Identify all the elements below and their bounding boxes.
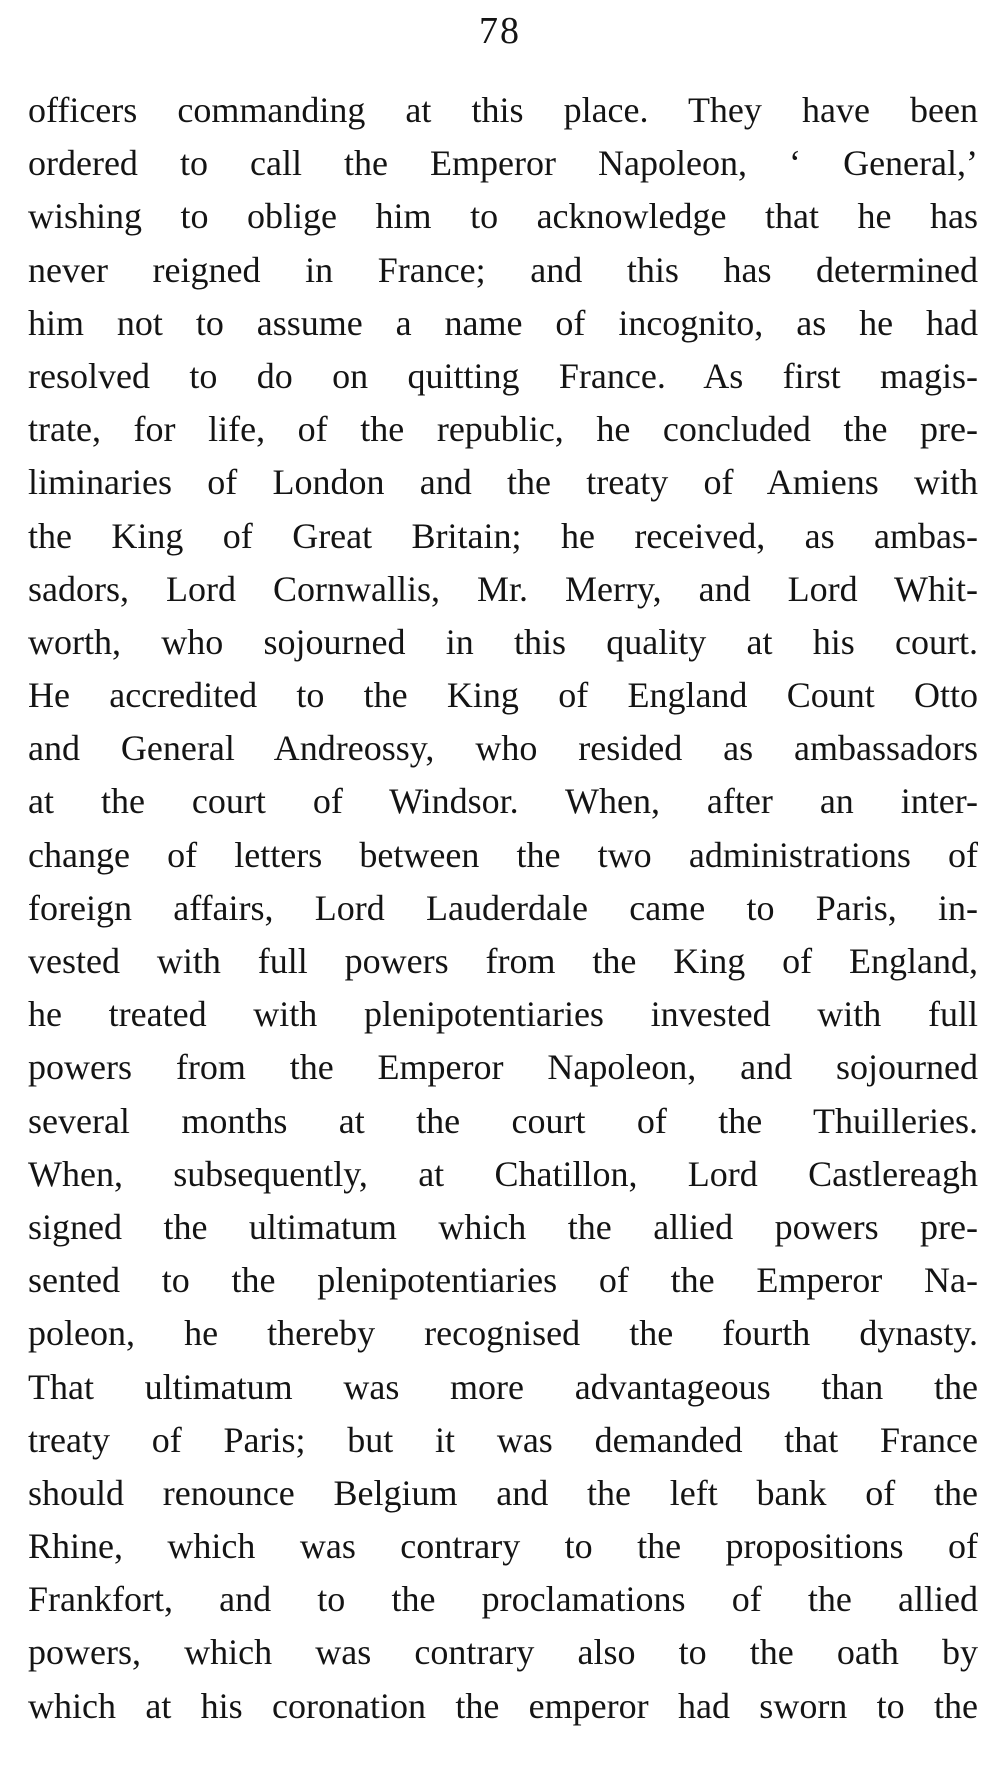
- text-line: Rhine, which was contrary to the propositions of: [28, 1526, 978, 1567]
- text-line: should renounce Belgium and the left bank of the: [28, 1472, 978, 1513]
- text-line: foreign affairs, Lord Lauderdale came to Paris, in-: [28, 887, 978, 928]
- text-line: sadors, Lord Cornwallis, Mr. Merry, and Lord Whit-: [28, 568, 978, 609]
- text-line: ordered to call the Emperor Napoleon, ‘ General,’: [28, 143, 978, 184]
- text-line: at the court of Windsor. When, after an inter-: [28, 781, 978, 822]
- text-line: he treated with plenipotentiaries invested with full: [28, 994, 978, 1035]
- text-line: worth, who sojourned in this quality at his court.: [28, 621, 978, 662]
- text-line: powers from the Emperor Napoleon, and sojourned: [28, 1047, 978, 1088]
- text-line: That ultimatum was more advantageous than the: [28, 1366, 978, 1407]
- text-line: which at his coronation the emperor had sworn to the: [28, 1685, 978, 1726]
- body-text: [28, 84, 978, 1733]
- text-line: Frankfort, and to the proclamations of the allied: [28, 1579, 978, 1620]
- text-line: him not to assume a name of incognito, as he had: [28, 302, 978, 343]
- text-line: He accredited to the King of England Count Otto: [28, 675, 978, 716]
- text-line: When, subsequently, at Chatillon, Lord Castlereagh: [28, 1153, 978, 1194]
- text-line: powers, which was contrary also to the oath by: [28, 1632, 978, 1673]
- text-line: and General Andreossy, who resided as ambassadors: [28, 728, 978, 769]
- text-line: the King of Great Britain; he received, as ambas-: [28, 515, 978, 556]
- text-line: poleon, he thereby recognised the fourth dynasty.: [28, 1313, 978, 1354]
- page-number: 78: [479, 10, 521, 52]
- text-line: never reigned in France; and this has determined: [28, 249, 978, 290]
- text-line: treaty of Paris; but it was demanded that France: [28, 1419, 978, 1460]
- text-line: officers commanding at this place. They have been: [28, 90, 978, 130]
- text-line: liminaries of London and the treaty of Amiens with: [28, 462, 978, 503]
- text-line: change of letters between the two administrations of: [28, 834, 978, 875]
- text-line: wishing to oblige him to acknowledge that he has: [28, 196, 978, 237]
- text-line: resolved to do on quitting France. As first magis-: [28, 355, 978, 396]
- text-line: sented to the plenipotentiaries of the Emperor Na-: [28, 1260, 978, 1301]
- text-line: trate, for life, of the republic, he concluded the pre-: [28, 409, 978, 450]
- text-line: signed the ultimatum which the allied powers pre-: [28, 1206, 978, 1247]
- text-line: vested with full powers from the King of England,: [28, 941, 978, 981]
- text-line: several months at the court of the Thuilleries.: [28, 1100, 978, 1141]
